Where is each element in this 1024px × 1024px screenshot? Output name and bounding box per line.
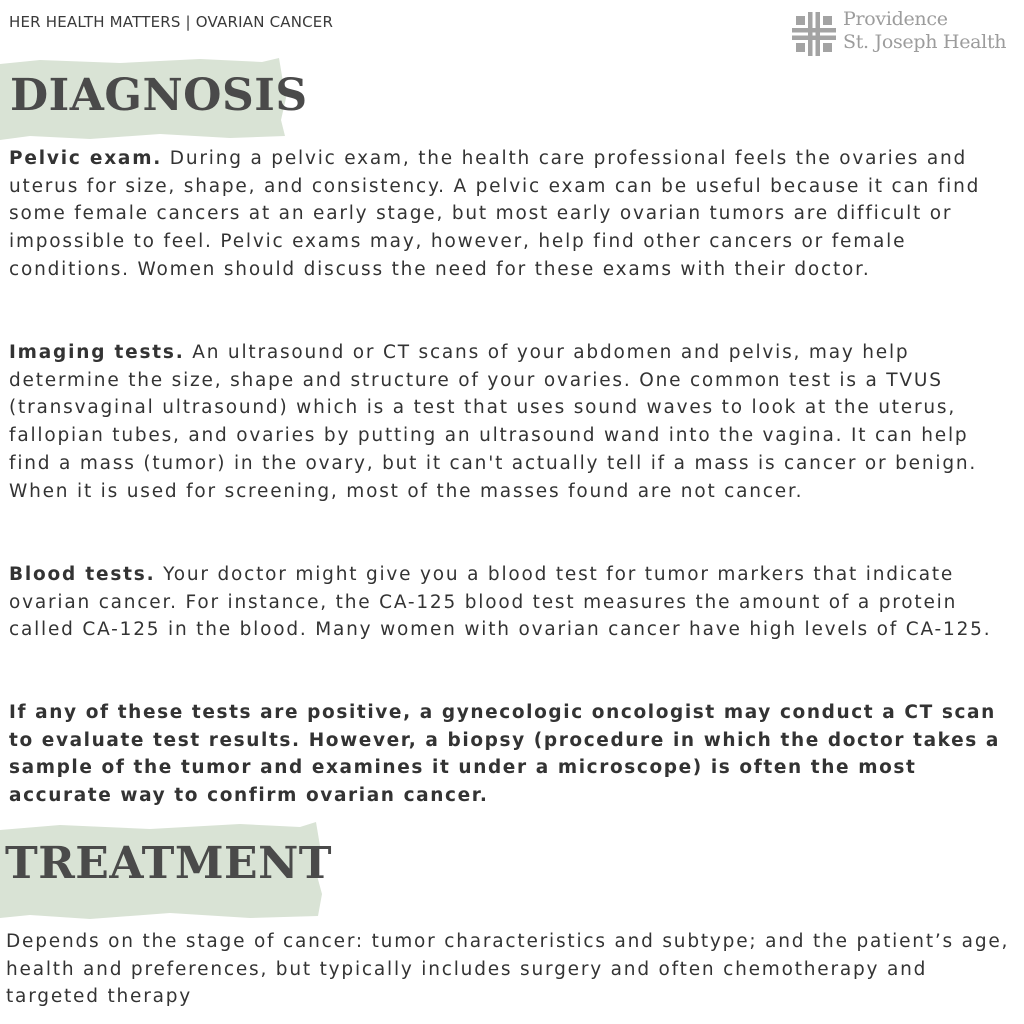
treatment-heading: TREATMENT bbox=[5, 838, 333, 889]
paragraph-lead: Pelvic exam. bbox=[9, 148, 163, 169]
paragraph-blood-tests bbox=[9, 561, 1014, 644]
cross-icon bbox=[792, 12, 836, 56]
paragraph-emphasis bbox=[9, 699, 1014, 810]
logo-line-1: Providence bbox=[843, 8, 948, 30]
paragraph-treatment bbox=[6, 928, 1018, 1011]
paragraph-body: During a pelvic exam, the health care professional feels the ovaries and uterus for size, shape, and consistency. A pelvic exam can be useful because it can find some female cancers at an early stage, but most early ovarian tumors are difficult or impossible to feel. Pelvic exams may, however, help find other cancers or female conditions. Women should discuss the need for these exams with their doctor. bbox=[9, 148, 981, 280]
providence-logo bbox=[792, 8, 1020, 56]
paragraph-lead: Blood tests. bbox=[9, 564, 156, 585]
paragraph-pelvic-exam bbox=[9, 145, 1014, 284]
paragraph-imaging-tests bbox=[9, 339, 1014, 505]
logo-line-2: St. Joseph Health bbox=[843, 31, 1007, 53]
paragraph-lead: Imaging tests. bbox=[9, 342, 185, 363]
emphasis-text: If any of these tests are positive, a gynecologic oncologist may conduct a CT scan to evaluate test results. However, a biopsy (procedure in which the doctor takes a sample of the tumor and examines it under a microscope) is often the most accurate way to confirm ovarian cancer. bbox=[9, 702, 1000, 807]
logo-wordmark bbox=[843, 8, 1006, 54]
treatment-text: Depends on the stage of cancer: tumor characteristics and subtype; and the patient’s age, health and preferences, but typically includes surgery and often chemotherapy and targeted therapy bbox=[6, 931, 1010, 1008]
paragraph-body: An ultrasound or CT scans of your abdomen and pelvis, may help determine the size, shape and structure of your ovaries. One common test is a TVUS (transvaginal ultrasound) which is a test that uses sound waves to look at the uterus, fallopian tubes, and ovaries by putting an ultrasound wand into the vagina. It can help find a mass (tumor) in the ovary, but it can't actually tell if a mass is cancer or benign. When it is used for screening, most of the masses found are not cancer. bbox=[9, 342, 978, 502]
paragraph-body: Your doctor might give you a blood test for tumor markers that indicate ovarian cancer. For instance, the CA-125 blood test measures the amount of a protein called CA-125 in the blood. Many women with ovarian cancer have high levels of CA-125. bbox=[9, 564, 992, 641]
header-tag: HER HEALTH MATTERS | OVARIAN CANCER bbox=[9, 13, 334, 31]
diagnosis-heading: DIAGNOSIS bbox=[10, 70, 308, 121]
